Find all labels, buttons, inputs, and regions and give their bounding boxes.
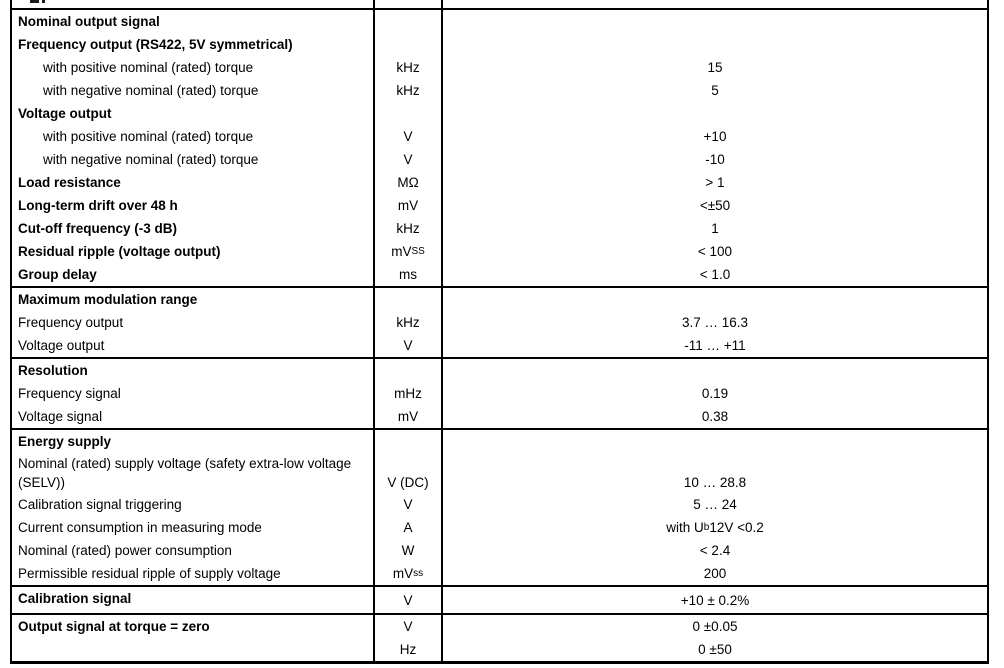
- parameter-label: Load resistance: [18, 175, 121, 190]
- parameter-label: Nominal output signal: [18, 14, 160, 29]
- unit-cell: V: [373, 334, 443, 357]
- value-cell: 5 … 24: [693, 497, 737, 512]
- unit-cell: MΩ: [373, 171, 443, 194]
- parameter-label: Voltage output: [18, 338, 105, 353]
- parameter-label: Calibration signal triggering: [18, 497, 182, 512]
- parameter-label: Nominal (rated) supply voltage (safety extra-low voltage (SELV)): [18, 456, 352, 490]
- table-row: [12, 194, 987, 217]
- table-row: [12, 240, 987, 263]
- parameter-label: Permissible residual ripple of supply voltage: [18, 566, 281, 581]
- parameter-label: Voltage output: [18, 106, 112, 121]
- table-row: [12, 171, 987, 194]
- parameter-label: Maximum modulation range: [18, 292, 198, 307]
- value-cell: 0 ±50: [698, 642, 732, 657]
- unit-cell: [373, 359, 443, 382]
- table-row: [12, 334, 987, 357]
- table-row: [12, 102, 987, 125]
- parameter-label: with positive nominal (rated) torque: [43, 129, 254, 144]
- parameter-label: [12, 0, 373, 8]
- value-cell: < 2.4: [699, 543, 731, 558]
- value-cell: < 1.0: [699, 267, 731, 282]
- value-cell: 15: [707, 60, 723, 75]
- text-part: with U: [666, 520, 704, 535]
- table-row: [12, 33, 987, 56]
- unit-cell: V: [373, 615, 443, 638]
- table-row: [12, 217, 987, 240]
- parameter-label: Output signal at torque = zero: [18, 619, 210, 634]
- section-resolution: [12, 357, 987, 428]
- unit-cell: kHz: [373, 79, 443, 102]
- table-row: [12, 125, 987, 148]
- table-row: [12, 148, 987, 171]
- parameter-label: [12, 638, 373, 661]
- unit-cell: [373, 10, 443, 33]
- parameter-label: Current consumption in measuring mode: [18, 520, 262, 535]
- value-cell: 0 ±0.05: [692, 619, 738, 634]
- parameter-label: Frequency output: [18, 315, 124, 330]
- subscript-text: SS: [411, 245, 425, 257]
- table-row: [12, 405, 987, 428]
- value-cell: [443, 430, 987, 453]
- parameter-label: Cut-off frequency (-3 dB): [18, 221, 177, 236]
- value-cell: [443, 33, 987, 56]
- unit-cell: ms: [373, 263, 443, 286]
- value-cell: < 100: [697, 244, 733, 259]
- unit-cell: [373, 288, 443, 311]
- parameter-label: with negative nominal (rated) torque: [43, 152, 259, 167]
- unit-cell: V: [373, 125, 443, 148]
- unit-cell: Hz: [373, 638, 443, 661]
- table-row: [12, 562, 987, 585]
- unit-cell: V: [373, 148, 443, 171]
- table-row: [12, 79, 987, 102]
- table-row: [12, 587, 987, 613]
- unit-cell: [373, 0, 443, 8]
- table-row: [12, 263, 987, 286]
- parameter-label: Energy supply: [18, 434, 112, 449]
- unit-cell: mV: [373, 405, 443, 428]
- clipped-text-fragment: [42, 0, 45, 3]
- value-cell: 1: [711, 221, 719, 236]
- clipped-text-fragment: [30, 0, 39, 3]
- unit-cell: kHz: [373, 217, 443, 240]
- value-cell: 0.19: [701, 386, 729, 401]
- table-row: [12, 311, 987, 334]
- value-cell: [443, 102, 987, 125]
- parameter-label: Frequency signal: [18, 386, 121, 401]
- text-part: 12V <0.2: [709, 520, 764, 535]
- table-row: [12, 539, 987, 562]
- unit-cell: kHz: [373, 311, 443, 334]
- parameter-label: Voltage signal: [18, 409, 103, 424]
- unit-cell: [373, 240, 443, 263]
- section-maximum-modulation-range: [12, 286, 987, 357]
- value-cell: 10 … 28.8: [683, 475, 747, 490]
- value-cell: [443, 0, 987, 8]
- value-cell: [443, 10, 987, 33]
- parameter-label: Residual ripple (voltage output): [18, 244, 221, 259]
- value-cell: > 1: [705, 175, 725, 190]
- value-cell: 3.7 … 16.3: [681, 315, 749, 330]
- value-cell: [443, 288, 987, 311]
- unit-cell: [373, 102, 443, 125]
- subscript-text: ss: [413, 567, 424, 579]
- value-cell: [443, 516, 987, 539]
- section-calibration-signal: [12, 585, 987, 613]
- subscript-text: b: [703, 521, 710, 533]
- section-nominal-output-signal: [12, 8, 987, 286]
- section-output-signal-at-torque-zero: [12, 613, 987, 661]
- parameter-label: Frequency output (RS422, 5V symmetrical): [18, 37, 293, 52]
- parameter-label: with negative nominal (rated) torque: [43, 83, 259, 98]
- parameter-label: with positive nominal (rated) torque: [43, 60, 254, 75]
- table-row: [12, 288, 987, 311]
- parameter-label: Long-term drift over 48 h: [18, 198, 178, 213]
- unit-cell: [373, 562, 443, 585]
- unit-cell: mHz: [373, 382, 443, 405]
- text-part: mV: [392, 566, 414, 581]
- unit-cell: V: [373, 587, 443, 613]
- table-row: [12, 615, 987, 638]
- value-cell: +10 ± 0.2%: [680, 592, 750, 608]
- parameter-label: Nominal (rated) power consumption: [18, 543, 232, 558]
- value-cell: <±50: [699, 198, 731, 213]
- value-cell: 5: [711, 83, 719, 98]
- table-row: [12, 493, 987, 516]
- value-cell: -11 … +11: [684, 338, 746, 353]
- unit-cell: [373, 33, 443, 56]
- table-row: [12, 453, 987, 493]
- table-row: [12, 382, 987, 405]
- text-part: mV: [391, 244, 412, 259]
- parameter-label: Resolution: [18, 363, 88, 378]
- unit-cell: V: [373, 493, 443, 516]
- parameter-label: Calibration signal: [18, 591, 132, 606]
- unit-cell: [373, 430, 443, 453]
- spec-table: [10, 0, 989, 664]
- unit-cell: W: [373, 539, 443, 562]
- unit-cell: mV: [373, 194, 443, 217]
- unit-cell: kHz: [373, 56, 443, 79]
- value-cell: 0.38: [701, 409, 729, 424]
- value-cell: +10: [703, 129, 727, 144]
- table-row: [12, 10, 987, 33]
- section-clipped-top: [12, 0, 987, 8]
- table-row: [12, 638, 987, 661]
- table-row: [12, 359, 987, 382]
- value-cell: 200: [703, 566, 727, 581]
- value-cell: [443, 359, 987, 382]
- table-row: [12, 0, 987, 8]
- value-cell: -10: [705, 152, 725, 167]
- table-row: [12, 516, 987, 539]
- parameter-label: Group delay: [18, 267, 97, 282]
- table-row: [12, 56, 987, 79]
- unit-cell: V (DC): [373, 453, 443, 493]
- section-energy-supply: [12, 428, 987, 585]
- unit-cell: A: [373, 516, 443, 539]
- table-row: [12, 430, 987, 453]
